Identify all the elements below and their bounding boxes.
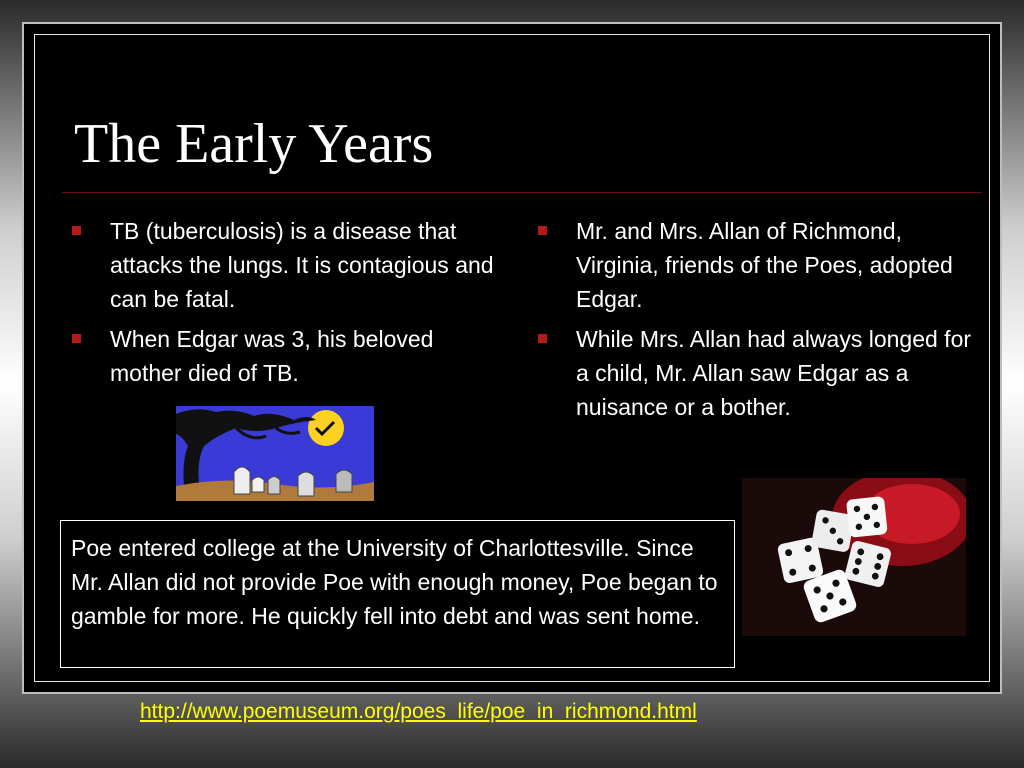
bullet-marker (538, 334, 547, 343)
college-textbox: Poe entered college at the University of Charlottesville. Since Mr. Allan did not provide Poe with enough money, Poe began to gamble for more. He quickly fell into debt and was sent home. (60, 520, 735, 668)
bullet-text: TB (tuberculosis) is a disease that attacks the lungs. It is contagious and can be fatal. (110, 218, 494, 312)
right-bullet-list (538, 214, 978, 430)
bullet-text: When Edgar was 3, his beloved mother died of TB. (110, 326, 434, 386)
bullet-marker (72, 334, 81, 343)
bullet-text: While Mrs. Allan had always longed for a child, Mr. Allan saw Edgar as a nuisance or a bother. (576, 326, 972, 420)
title-divider (62, 192, 982, 193)
bullet-item (72, 214, 502, 316)
graveyard-clipart (176, 406, 374, 501)
left-bullet-list (72, 214, 502, 396)
bullet-item (538, 214, 978, 316)
slide-title: The Early Years (74, 113, 434, 175)
bullet-item (538, 322, 978, 424)
bullet-text: Mr. and Mrs. Allan of Richmond, Virginia, friends of the Poes, adopted Edgar. (576, 218, 953, 312)
dice-photo (742, 478, 966, 636)
bullet-marker (538, 226, 547, 235)
slide (22, 22, 1002, 694)
bullet-item (72, 322, 502, 390)
source-link[interactable]: http://www.poemuseum.org/poes_life/poe_in_richmond.html (140, 700, 697, 723)
bullet-marker (72, 226, 81, 235)
